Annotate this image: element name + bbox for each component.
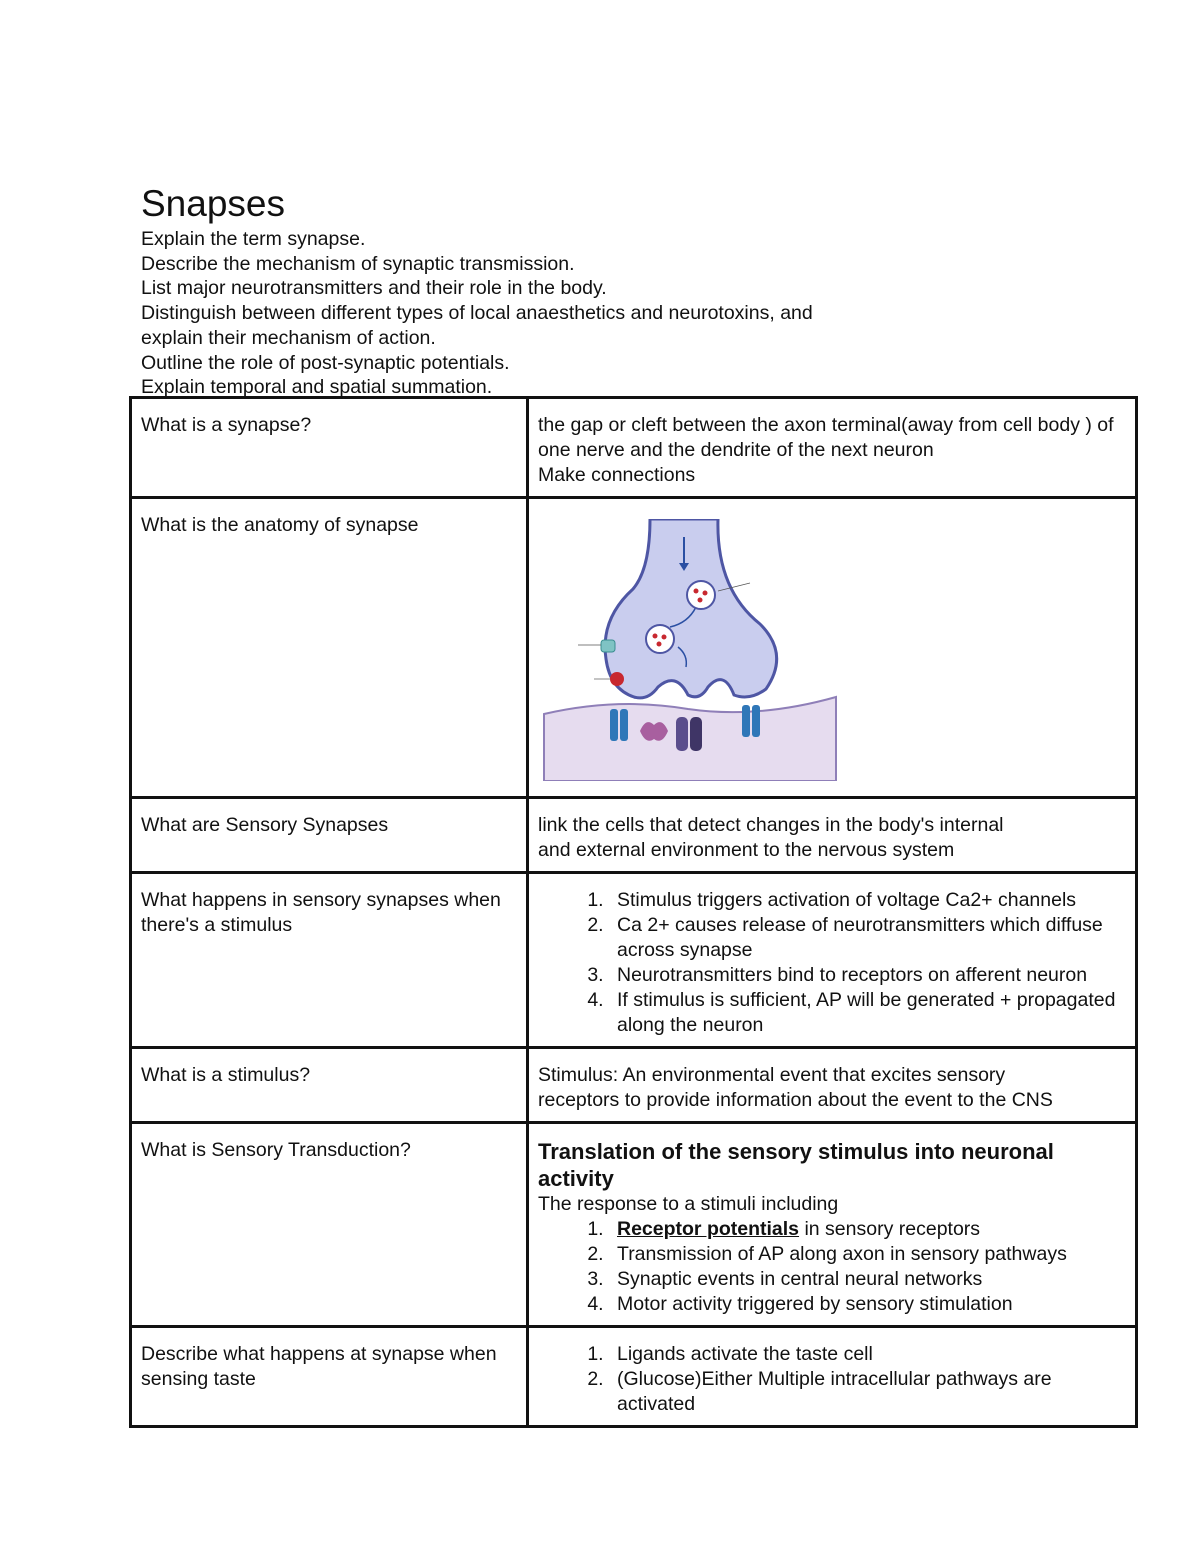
answer-heading: Translation of the sensory stimulus into neuronal activity (538, 1139, 1054, 1191)
synapse-diagram (538, 513, 1126, 788)
objective-item: explain their mechanism of action. (141, 326, 436, 349)
steps-list (538, 1342, 1126, 1417)
answer-cell (528, 1327, 1137, 1427)
answer-cell (528, 1123, 1137, 1327)
question-cell: What is a synapse? (131, 398, 528, 498)
steps-list (538, 888, 1126, 1038)
question-cell: What happens in sensory synapses when there's a stimulus (131, 873, 528, 1048)
synapse-anatomy-image (538, 519, 838, 781)
key-term: Receptor potentials (617, 1218, 800, 1240)
list-item: 4. If stimulus is sufficient, AP will be generated + propagated along the neuron (609, 988, 1126, 1038)
qa-table (129, 396, 1138, 1428)
answer-line: the gap or cleft between the axon terminal(away from cell body ) of (538, 414, 1114, 436)
list-item: 3. Neurotransmitters bind to receptors on afferent neuron (609, 963, 1126, 988)
list-item: 1. Ligands activate the taste cell (609, 1342, 1126, 1367)
table-row (131, 1123, 1137, 1327)
question-cell: Describe what happens at synapse when sensing taste (131, 1327, 528, 1427)
table-row (131, 1327, 1137, 1427)
answer-line: receptors to provide information about the event to the CNS (538, 1089, 1053, 1111)
question-cell: What is a stimulus? (131, 1048, 528, 1123)
list-item: 3. Synaptic events in central neural networks (609, 1267, 1126, 1292)
calcium-channel-icon (601, 640, 615, 652)
table-row (131, 1048, 1137, 1123)
table-row (131, 798, 1137, 873)
question-cell: What are Sensory Synapses (131, 798, 528, 873)
answer-cell (528, 398, 1137, 498)
answer-cell (528, 798, 1137, 873)
table-row (131, 498, 1137, 798)
synaptic-vesicle (646, 625, 674, 653)
answer-intro: The response to a stimuli including (538, 1193, 839, 1215)
table-row (131, 873, 1137, 1048)
list-item: 2. Ca 2+ causes release of neurotransmitters which diffuse across synapse (609, 913, 1126, 963)
answer-line: Make connections (538, 464, 696, 486)
answer-line: link the cells that detect changes in the body's internal (538, 814, 1004, 836)
answer-line: one nerve and the dendrite of the next neuron (538, 439, 934, 461)
objective-item: Outline the role of post-synaptic potentials. (141, 351, 510, 374)
steps-list (538, 1217, 1126, 1317)
synaptic-vesicle (687, 581, 715, 609)
list-item: 2. Transmission of AP along axon in sensory pathways (609, 1242, 1126, 1267)
answer-cell (528, 873, 1137, 1048)
objective-item: Explain the term synapse. (141, 228, 366, 250)
question-cell: What is the anatomy of synapse (131, 498, 528, 798)
answer-cell (528, 498, 1137, 798)
objective-item: Describe the mechanism of synaptic transmission. (141, 252, 575, 275)
list-item: 1. Stimulus triggers activation of voltage Ca2+ channels (609, 888, 1126, 913)
list-item-text: in sensory receptors (799, 1218, 981, 1240)
list-item (609, 1217, 1126, 1242)
page-title: Snapses (141, 183, 285, 224)
list-item: 2. (Glucose)Either Multiple intracellular pathways are activated (609, 1367, 1126, 1417)
learning-objectives (141, 227, 1141, 400)
answer-line: Stimulus: An environmental event that excites sensory (538, 1064, 1006, 1086)
answer-cell (528, 1048, 1137, 1123)
molecule-icon (610, 672, 624, 686)
question-cell: What is Sensory Transduction? (131, 1123, 528, 1327)
list-item: 4. Motor activity triggered by sensory stimulation (609, 1292, 1126, 1317)
objective-item: Distinguish between different types of local anaesthetics and neurotoxins, and (141, 302, 813, 325)
table-row (131, 398, 1137, 498)
objective-item: Explain temporal and spatial summation. (141, 376, 493, 399)
answer-line: and external environment to the nervous system (538, 839, 955, 861)
objective-item: List major neurotransmitters and their role in the body. (141, 277, 607, 300)
